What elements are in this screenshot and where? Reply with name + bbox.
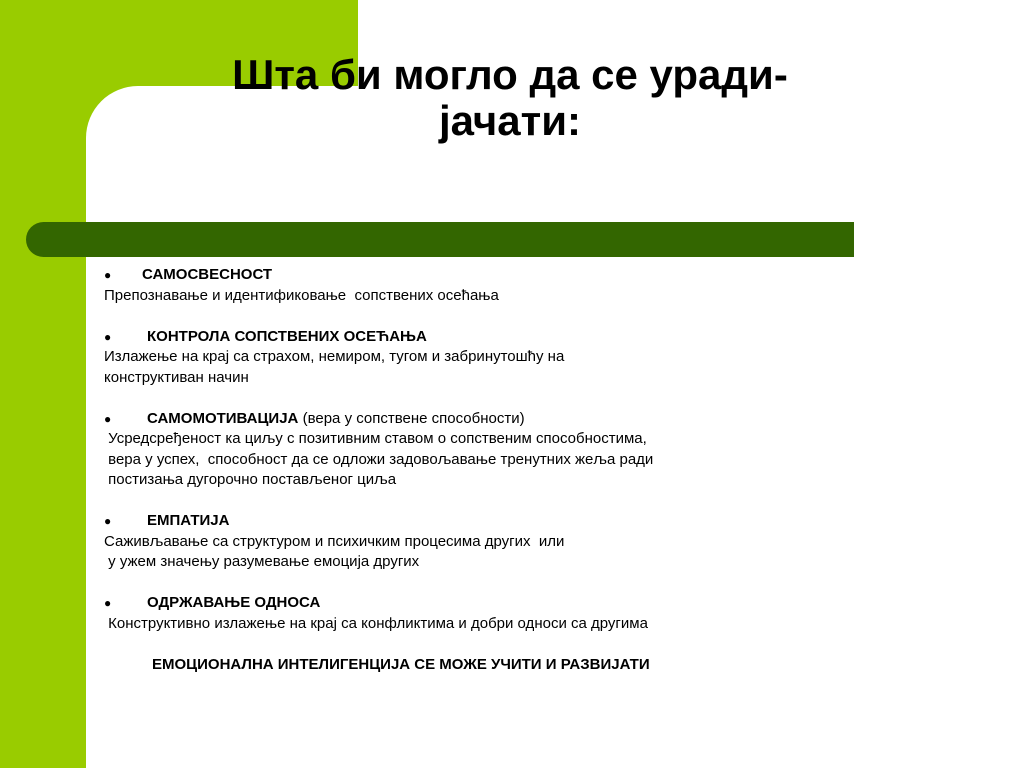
item-heading: КОНТРОЛА СОПСТВЕНИХ ОСЕЋАЊА bbox=[147, 327, 427, 345]
title-line-1: Шта би могло да се уради- bbox=[232, 51, 788, 98]
list-item-heading bbox=[104, 409, 824, 430]
spacer bbox=[104, 634, 824, 655]
item-description: Препознавање и идентификовање сопствених осећања bbox=[104, 286, 499, 304]
list-item-heading bbox=[104, 593, 824, 614]
bullet-icon: ● bbox=[104, 411, 112, 426]
conclusion-text: ЕМОЦИОНАЛНА ИНТЕЛИГЕНЦИЈА СЕ МОЖЕ УЧИТИ И РАЗВИЈАТИ bbox=[152, 655, 650, 673]
bullet-icon: ● bbox=[104, 514, 112, 528]
spacer bbox=[104, 388, 824, 409]
bullet-icon: ● bbox=[104, 596, 112, 610]
divider-bar bbox=[26, 222, 854, 257]
item-description: Усредсређеност ка циљу с позитивним ставом о сопственим способностима, bbox=[104, 430, 647, 447]
spacer bbox=[104, 491, 824, 512]
green-side-band bbox=[0, 0, 86, 768]
list-item-heading bbox=[104, 265, 824, 286]
item-description: Конструктивно излажење на крај са конфликтима и добри односи са другима bbox=[104, 614, 648, 632]
bullet-icon: ● bbox=[104, 329, 112, 344]
spacer bbox=[104, 306, 824, 327]
list-item-heading bbox=[104, 327, 824, 348]
item-description: Саживљавање са структуром и психичким процесима других или bbox=[104, 532, 565, 550]
title-line-2: јачати: bbox=[438, 97, 582, 144]
item-heading: ЕМПАТИЈА bbox=[147, 512, 230, 529]
item-heading-note: (вера у сопствене способности) bbox=[298, 409, 525, 427]
item-heading: САМОСВЕСНОСТ bbox=[142, 266, 273, 283]
item-description: постизања дугорочно постављеног циља bbox=[104, 471, 397, 488]
item-description: у ужем значењу разумевање емоција других bbox=[104, 553, 420, 570]
item-heading: САМОМОТИВАЦИЈА bbox=[147, 409, 299, 427]
item-heading: ОДРЖАВАЊЕ ОДНОСА bbox=[147, 594, 321, 611]
item-description: вера у успех, способност да се одложи задовољавање тренутних жеља ради bbox=[104, 450, 654, 468]
bullet-list bbox=[104, 265, 824, 675]
spacer bbox=[104, 573, 824, 594]
item-description: Излажење на крај са страхом, немиром, тугом и забринутошћу на bbox=[104, 348, 565, 365]
item-description: конструктиван начин bbox=[104, 368, 249, 386]
bullet-icon: ● bbox=[104, 268, 112, 282]
list-item-heading bbox=[104, 511, 824, 532]
slide-title bbox=[200, 52, 820, 144]
